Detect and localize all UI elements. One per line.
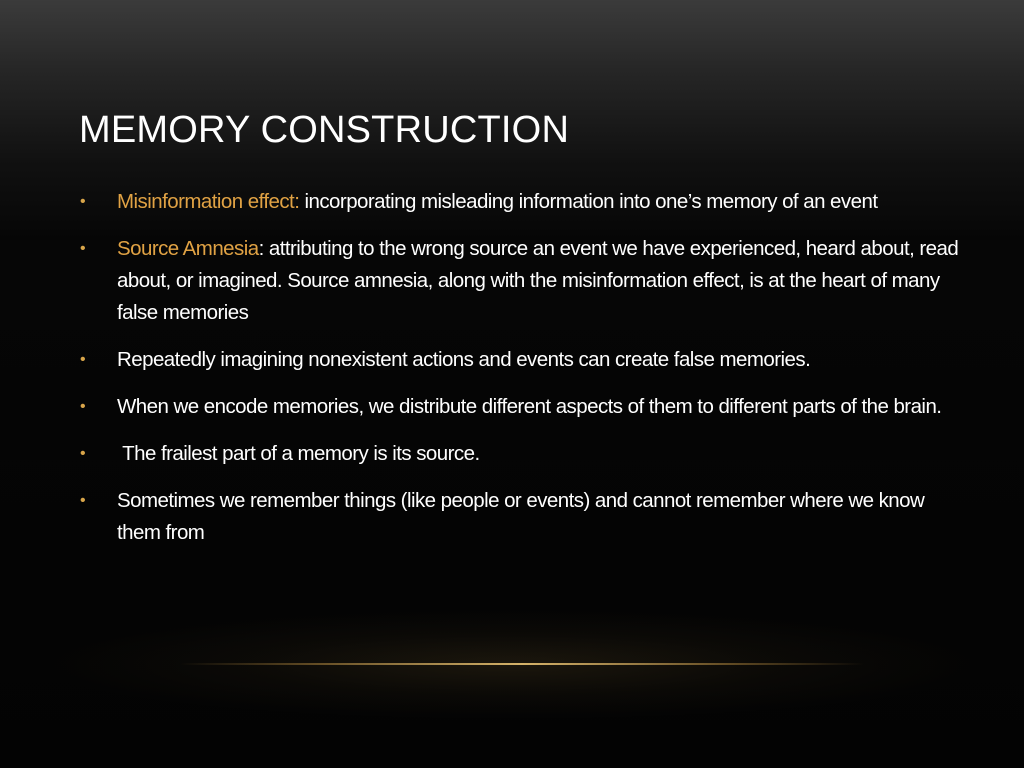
bullet-text: Repeatedly imagining nonexistent actions and events can create false memories. xyxy=(117,348,811,371)
gold-divider-line xyxy=(180,663,864,665)
bullet-marker-icon: • xyxy=(80,445,86,462)
bullet-list xyxy=(79,186,959,564)
bullet-marker-icon: • xyxy=(80,240,86,257)
bullet-text: Sometimes we remember things (like people or events) and cannot remember where we know them from xyxy=(117,489,925,544)
bullet-misinformation-effect xyxy=(79,186,959,218)
bullet-marker-icon: • xyxy=(80,492,86,509)
bullet-source-amnesia xyxy=(79,233,959,329)
bullet-term: Source Amnesia xyxy=(117,237,259,260)
bullet-term: Misinformation effect: xyxy=(117,190,300,213)
bullet-encoding-memories xyxy=(79,391,959,423)
bullet-text: incorporating misleading information into one’s memory of an event xyxy=(299,190,878,213)
bullet-text: : attributing to the wrong source an event we have experienced, heard about, read about, or imagined. Source amnesia, along with the misinformation effect, is at the heart of many false memories xyxy=(117,237,959,324)
bullet-frailest-part xyxy=(79,438,959,470)
bullet-text: When we encode memories, we distribute different aspects of them to different parts of the brain. xyxy=(117,395,942,418)
slide-title: MEMORY CONSTRUCTION xyxy=(79,109,570,151)
bullet-text: The frailest part of a memory is its source. xyxy=(117,442,480,465)
bullet-remember-things xyxy=(79,485,959,549)
bullet-marker-icon: • xyxy=(80,193,86,210)
bullet-marker-icon: • xyxy=(80,351,86,368)
bullet-marker-icon: • xyxy=(80,398,86,415)
bullet-imagining-events xyxy=(79,344,959,376)
